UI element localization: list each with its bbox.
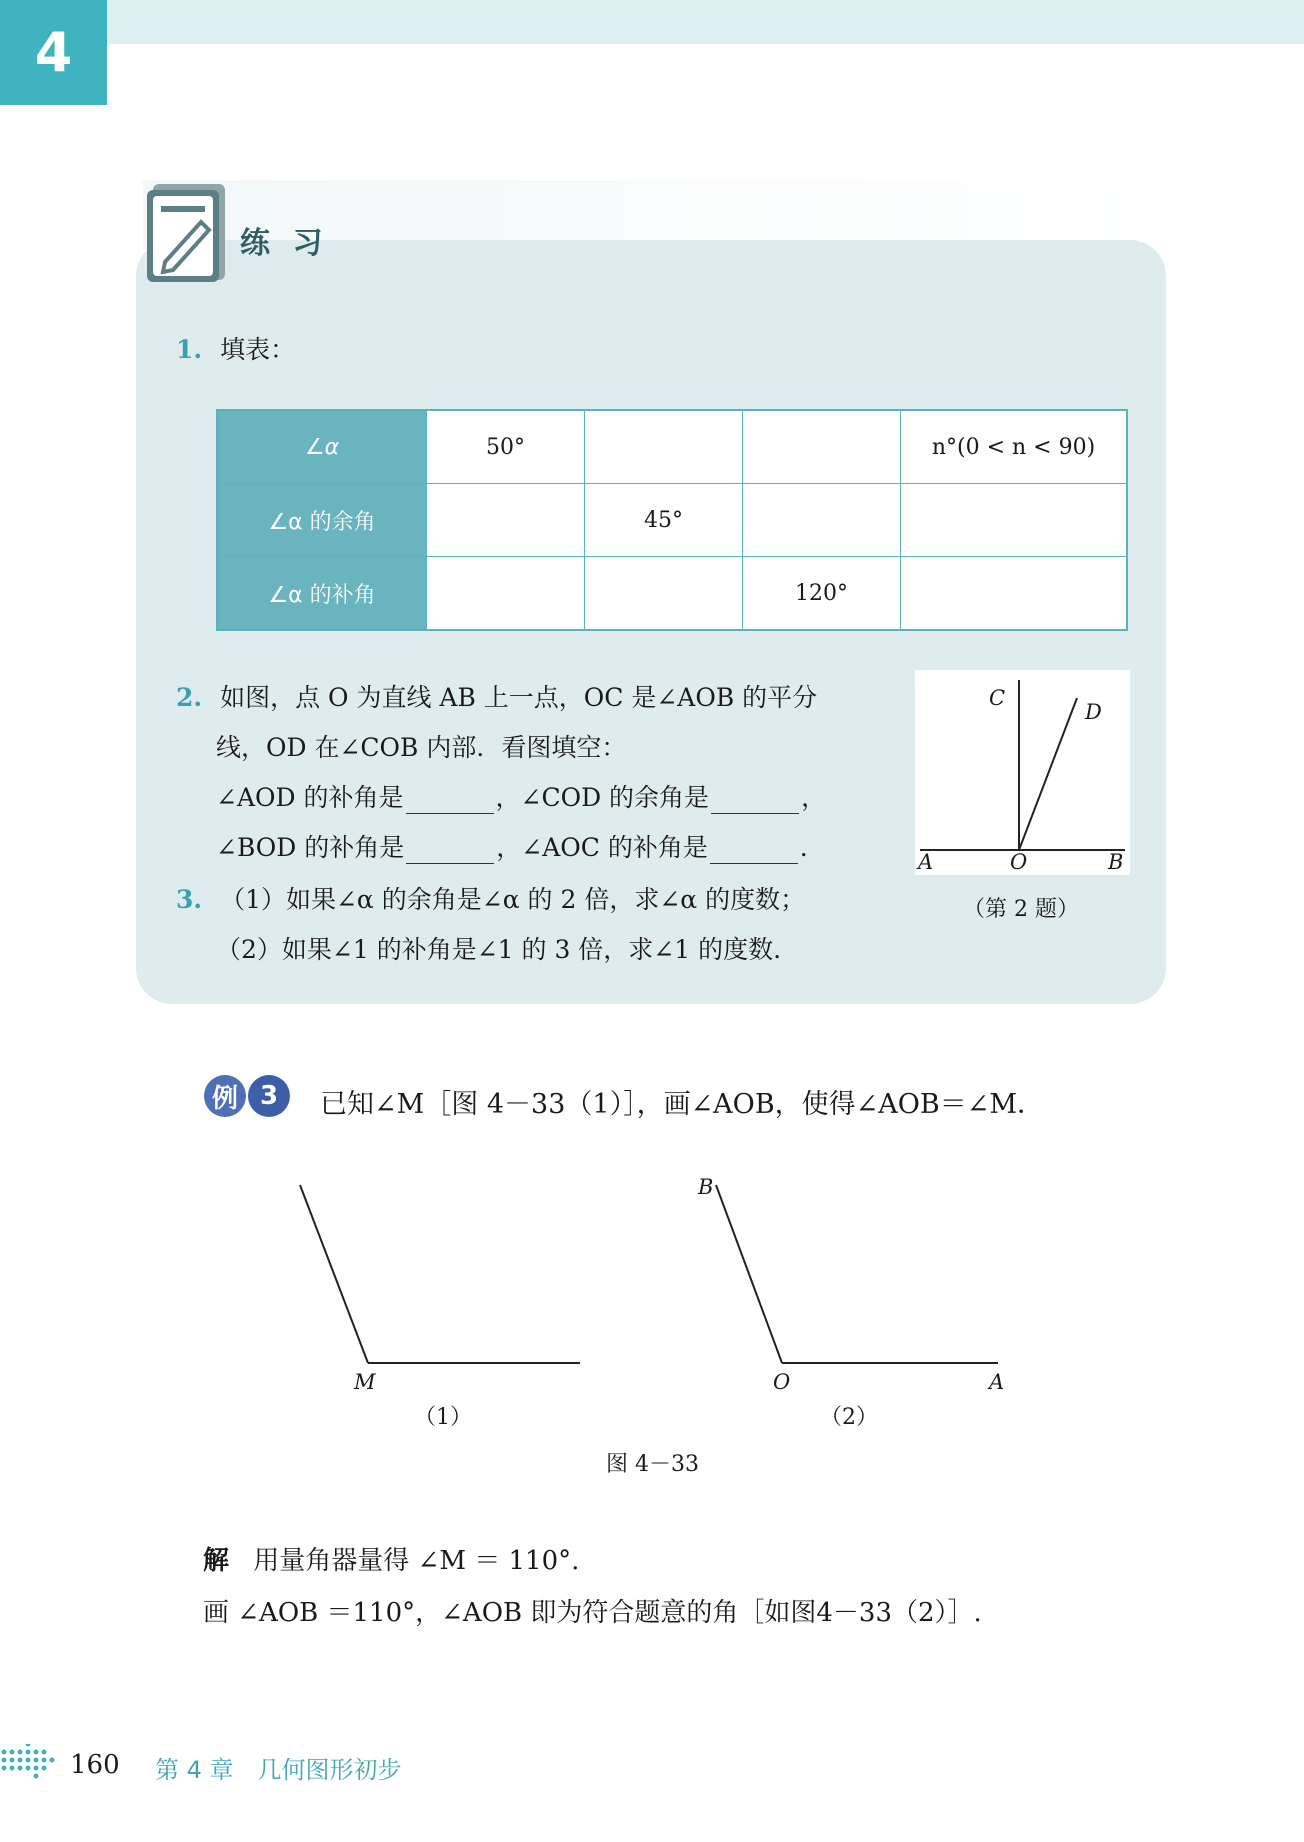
question-1	[176, 330, 295, 366]
table-row	[217, 410, 1127, 484]
answer-blank[interactable]	[406, 839, 494, 864]
table-row	[217, 484, 1127, 557]
answer-blank[interactable]	[406, 789, 494, 814]
table-row-header: ∠α 的余角	[217, 484, 427, 557]
angle-table	[216, 409, 1128, 631]
solution-text-1: 用量角器量得 ∠M ＝ 110°.	[253, 1546, 580, 1576]
table-cell	[901, 557, 1128, 631]
answer-blank[interactable]	[710, 839, 798, 864]
question-2-line-1	[176, 678, 817, 714]
angle-aob-figure	[716, 1185, 998, 1363]
table-cell	[743, 484, 901, 557]
table-cell: n°(0 < n < 90)	[901, 410, 1128, 484]
question-2-text-3c: ，	[801, 783, 827, 812]
table-cell	[901, 484, 1128, 557]
label-m: M	[354, 1370, 376, 1394]
table-cell	[585, 410, 743, 484]
figure-4-33	[280, 1170, 1030, 1380]
table-cell	[427, 484, 585, 557]
label-d: D	[1085, 700, 1102, 724]
question-2-line-2: 线，OD 在∠COB 内部．看图填空：	[216, 733, 627, 762]
question-2-text-4b: ，∠AOC 的补角是	[496, 833, 708, 862]
question-3-number: 3.	[176, 885, 203, 914]
chapter-number: 4	[34, 21, 73, 84]
table-cell: 120°	[743, 557, 901, 631]
question-2-text-1: 如图，点 O 为直线 AB 上一点，OC 是∠AOB 的平分	[220, 683, 818, 712]
question-3-line-1	[176, 880, 805, 916]
chapter-title: 第 4 章 几何图形初步	[155, 1756, 402, 1784]
question-2-line-4	[216, 828, 825, 864]
figure-caption: 图 4－33	[606, 1452, 699, 1477]
label-a: A	[918, 850, 934, 874]
question-2-text-4a: ∠BOD 的补角是	[216, 833, 405, 862]
table-cell: 45°	[585, 484, 743, 557]
table-cell	[743, 410, 901, 484]
table-cell	[585, 557, 743, 631]
example-number: 3	[248, 1075, 290, 1117]
question-2-number: 2.	[176, 683, 203, 712]
table-row-header: ∠α	[217, 410, 427, 484]
figure-2-caption: （2）	[820, 1405, 878, 1430]
question-3-text-1: （1）如果∠α 的余角是∠α 的 2 倍，求∠α 的度数；	[220, 885, 806, 914]
question-2-figure-caption: （第 2 题）	[963, 897, 1079, 922]
label-o: O	[1010, 850, 1028, 874]
example-label: 例	[204, 1075, 246, 1117]
table-cell: 50°	[427, 410, 585, 484]
label-b-2: B	[698, 1175, 714, 1199]
example-text: 已知∠M［图 4－33（1）］，画∠AOB，使得∠AOB＝∠M．	[320, 1089, 1045, 1120]
figure-1-caption: （1）	[414, 1405, 472, 1430]
table-cell	[427, 557, 585, 631]
exercise-title: 练 习	[240, 226, 329, 261]
solution-head: 解	[203, 1546, 230, 1576]
question-1-number: 1.	[176, 335, 203, 364]
label-a-2: A	[989, 1370, 1005, 1394]
question-2-text-3a: ∠AOD 的补角是	[216, 783, 404, 812]
solution-line-1	[203, 1540, 579, 1577]
solution-line-2: 画 ∠AOB ＝110°，∠AOB 即为符合题意的角［如图4－33（2）］.	[203, 1598, 982, 1628]
header-band	[107, 0, 1304, 44]
question-1-text: 填表：	[220, 335, 296, 364]
label-o-2: O	[773, 1370, 791, 1394]
label-c: C	[989, 686, 1006, 710]
chapter-number-tab	[0, 0, 107, 105]
angle-m-figure	[300, 1185, 580, 1363]
table-row-header: ∠α 的补角	[217, 557, 427, 631]
label-b: B	[1108, 850, 1124, 874]
question-2-line-3	[216, 778, 826, 814]
answer-blank[interactable]	[711, 789, 799, 814]
dot-pattern-icon	[0, 1744, 62, 1784]
page-number: 160	[70, 1750, 120, 1780]
question-3-line-2: （2）如果∠1 的补角是∠1 的 3 倍，求∠1 的度数.	[216, 935, 782, 964]
question-2-text-3b: ，∠COD 的余角是	[495, 783, 710, 812]
question-2-text-4c: ．	[799, 833, 825, 862]
table-row	[217, 557, 1127, 631]
pencil-notebook-icon	[143, 182, 229, 284]
